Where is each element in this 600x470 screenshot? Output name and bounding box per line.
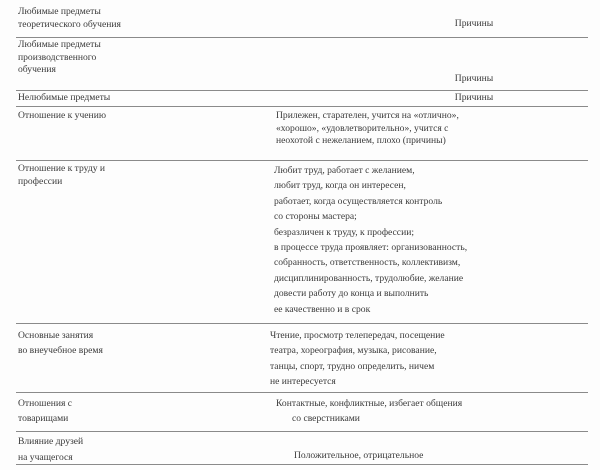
label-line: Основные занятия	[18, 330, 94, 341]
row-divider	[16, 323, 588, 324]
value-line: не интересуется	[270, 376, 336, 388]
value-line: довести работу до конца и выполнить	[274, 288, 429, 300]
row-value	[254, 396, 584, 426]
value-line: Причины	[454, 73, 494, 84]
value-line: Причины	[454, 18, 494, 29]
label-line: Отношения с	[18, 398, 73, 409]
row-divider	[16, 37, 588, 38]
label-line: Отношение к труду и	[18, 163, 106, 174]
label-line: обучения	[18, 64, 56, 76]
row-label	[18, 328, 246, 358]
label-line: теоретического обучения	[18, 18, 121, 30]
row-divider	[16, 464, 588, 465]
row-divider	[16, 90, 588, 91]
row-value	[254, 163, 584, 317]
label-line: профессии	[18, 175, 63, 187]
row-value	[254, 92, 584, 105]
label-line: производственного	[18, 51, 97, 63]
value-line: собранность, ответственность, коллективизм,	[274, 257, 461, 269]
value-line: Причины	[454, 92, 494, 103]
label-line: товарищами	[18, 413, 69, 424]
value-line: танцы, спорт, трудно определить, ничем	[270, 360, 435, 372]
value-line: со сверстниками	[292, 413, 360, 424]
row-label	[18, 396, 246, 426]
value-line: любит труд, когда он интересен,	[274, 180, 406, 192]
value-line: в процессе труда проявляет: организованность,	[274, 242, 468, 254]
row-divider	[16, 160, 588, 161]
value-line: Чтение, просмотр телепередач, посещение	[270, 330, 445, 341]
row-label	[18, 92, 246, 105]
row-label	[18, 110, 246, 123]
value-line: ее качественно и в срок	[274, 303, 371, 315]
label-line: Любимые предметы	[18, 39, 101, 50]
row-value	[254, 18, 584, 31]
value-line: Контактные, конфликтные, избегает общения	[276, 398, 463, 409]
value-line: дисциплинированность, трудолюбие, желание	[274, 272, 464, 284]
row-label	[18, 434, 246, 466]
label-line: Влияние друзей	[18, 436, 84, 447]
value-line: Любит труд, работает с желанием,	[274, 165, 415, 176]
row-divider	[16, 106, 588, 107]
row-divider	[16, 392, 588, 393]
row-value	[254, 328, 584, 390]
row-divider	[16, 431, 588, 432]
row-value	[254, 450, 584, 463]
row-value	[254, 73, 584, 86]
row-label	[18, 163, 246, 188]
value-line: неохотой с нежеланием, плохо (причины)	[276, 135, 446, 147]
value-line: «хорошо», «удовлетворительно», учится с	[276, 122, 449, 134]
label-line: Отношение к учению	[18, 110, 106, 121]
label-line: Нелюбимые предметы	[18, 92, 111, 103]
value-line: работает, когда осуществляется контроль	[274, 195, 443, 207]
value-line: Положительное, отрицательное	[294, 450, 424, 461]
row-label	[18, 6, 246, 31]
value-line: со стороны мастера;	[274, 211, 357, 223]
value-line: театра, хореография, музыка, рисование,	[270, 345, 437, 357]
row-label	[18, 39, 246, 77]
label-line: во внеучебное время	[18, 345, 103, 356]
row-value	[254, 110, 584, 148]
label-line: Любимые предметы	[18, 6, 101, 17]
label-line: на учащегося	[18, 452, 73, 463]
value-line: безразличен к труду, к профессии;	[274, 226, 414, 238]
value-line: Прилежен, старателен, учится на «отлично»,	[276, 110, 459, 121]
